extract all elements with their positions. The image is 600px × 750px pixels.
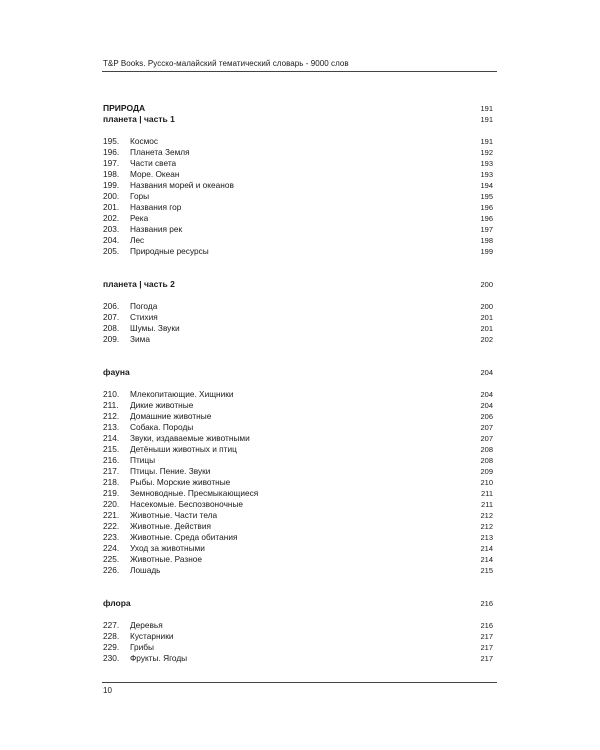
entry-number: 195.	[103, 136, 120, 146]
toc-entry[interactable]	[103, 136, 493, 147]
entry-page-number: 196	[480, 203, 493, 212]
entry-number: 211.	[103, 400, 119, 410]
entry-page-number: 217	[480, 654, 493, 663]
toc-entry[interactable]	[103, 477, 493, 488]
toc-entry[interactable]	[103, 301, 493, 312]
toc-entry[interactable]	[103, 642, 493, 653]
entry-number: 229.	[103, 642, 120, 652]
footer-divider	[102, 682, 497, 683]
entry-number: 213.	[103, 422, 120, 432]
entry-title: Части света	[130, 158, 177, 168]
entry-number: 226.	[103, 565, 120, 575]
entry-number: 227.	[103, 620, 120, 630]
entry-page-number: 209	[480, 467, 493, 476]
entry-page-number: 193	[480, 170, 493, 179]
entry-number: 204.	[103, 235, 120, 245]
entry-page-number: 211	[481, 489, 493, 498]
toc-entry[interactable]	[103, 389, 493, 400]
entry-page-number: 202	[480, 335, 493, 344]
section-page-number: 200	[480, 280, 493, 289]
entry-title: Названия гор	[130, 202, 182, 212]
toc-section-heading[interactable]	[103, 367, 493, 378]
entry-number: 209.	[103, 334, 120, 344]
section-page-number: 204	[480, 368, 493, 377]
entry-title: Кустарники	[130, 631, 174, 641]
entry-title: Животные. Действия	[130, 521, 211, 531]
entry-number: 197.	[103, 158, 120, 168]
header-divider	[102, 71, 497, 72]
entry-title: Животные. Разное	[130, 554, 203, 564]
entry-title: Земноводные. Пресмыкающиеся	[130, 488, 259, 498]
entry-number: 218.	[103, 477, 120, 487]
entry-page-number: 193	[480, 159, 493, 168]
toc-entry[interactable]	[103, 433, 493, 444]
section-spacer	[103, 378, 493, 389]
toc-entry[interactable]	[103, 334, 493, 345]
block-spacer	[103, 576, 493, 598]
entry-page-number: 216	[480, 621, 493, 630]
entry-title: Планета Земля	[130, 147, 190, 157]
entry-page-number: 215	[480, 566, 493, 575]
toc-entry[interactable]	[103, 466, 493, 477]
entry-title: Лес	[130, 235, 145, 245]
entry-number: 219.	[103, 488, 120, 498]
entry-title: Млекопитающие. Хищники	[130, 389, 234, 399]
section-spacer	[103, 609, 493, 620]
toc-section-heading[interactable]	[103, 598, 493, 609]
toc-entry[interactable]	[103, 411, 493, 422]
entry-title: Горы	[130, 191, 150, 201]
entry-title: Море. Океан	[130, 169, 180, 179]
toc-section-heading[interactable]	[103, 114, 493, 125]
entry-page-number: 208	[480, 445, 493, 454]
toc-entry[interactable]	[103, 620, 493, 631]
entry-title: Шумы. Звуки	[130, 323, 180, 333]
toc-entry[interactable]	[103, 499, 493, 510]
section-title: флора	[103, 598, 131, 608]
section-page-number: 216	[480, 599, 493, 608]
toc-entry[interactable]	[103, 312, 493, 323]
entry-title: Звуки, издаваемые животными	[130, 433, 250, 443]
entry-number: 222.	[103, 521, 120, 531]
entry-number: 201.	[103, 202, 120, 212]
entry-number: 200.	[103, 191, 120, 201]
entry-page-number: 195	[480, 192, 493, 201]
toc-entry[interactable]	[103, 246, 493, 257]
toc-entry[interactable]	[103, 180, 493, 191]
entry-number: 210.	[103, 389, 120, 399]
entry-page-number: 204	[480, 390, 493, 399]
page-number: 10	[103, 686, 112, 695]
entry-page-number: 197	[480, 225, 493, 234]
section-title: планета | часть 2	[103, 279, 175, 289]
entry-title: Космос	[130, 136, 159, 146]
entry-title: Грибы	[130, 642, 154, 652]
toc-entry[interactable]	[103, 653, 493, 664]
toc-entry[interactable]	[103, 169, 493, 180]
entry-page-number: 217	[480, 632, 493, 641]
entry-page-number: 191	[480, 137, 493, 146]
toc-entry[interactable]	[103, 323, 493, 334]
entry-title: Зима	[130, 334, 150, 344]
entry-page-number: 214	[480, 544, 493, 553]
entry-title: Река	[130, 213, 149, 223]
entry-number: 225.	[103, 554, 120, 564]
entry-title: Птицы. Пение. Звуки	[130, 466, 211, 476]
entry-page-number: 201	[480, 313, 493, 322]
section-page-number: 191	[480, 115, 493, 124]
entry-title: Собака. Породы	[130, 422, 194, 432]
entry-page-number: 210	[480, 478, 493, 487]
entry-number: 214.	[103, 433, 120, 443]
entry-page-number: 207	[480, 423, 493, 432]
entry-number: 207.	[103, 312, 120, 322]
entry-page-number: 199	[480, 247, 493, 256]
section-title: фауна	[103, 367, 130, 377]
block-spacer	[103, 257, 493, 279]
entry-number: 216.	[103, 455, 120, 465]
toc-entry[interactable]	[103, 191, 493, 202]
toc-entry[interactable]	[103, 455, 493, 466]
toc-entry[interactable]	[103, 444, 493, 455]
entry-page-number: 211	[481, 500, 493, 509]
toc-entry[interactable]	[103, 565, 493, 576]
entry-page-number: 212	[480, 511, 493, 520]
toc-entry[interactable]	[103, 532, 493, 543]
entry-page-number: 207	[480, 434, 493, 443]
block-spacer	[103, 345, 493, 367]
entry-title: Животные. Части тела	[130, 510, 218, 520]
entry-page-number: 208	[480, 456, 493, 465]
toc-entry[interactable]	[103, 400, 493, 411]
entry-number: 196.	[103, 147, 120, 157]
entry-title: Рыбы. Морские животные	[130, 477, 231, 487]
entry-number: 221.	[103, 510, 120, 520]
entry-number: 220.	[103, 499, 120, 509]
entry-page-number: 206	[480, 412, 493, 421]
toc-entry[interactable]	[103, 521, 493, 532]
entry-page-number: 213	[480, 533, 493, 542]
section-title: ПРИРОДА	[103, 103, 146, 113]
entry-page-number: 198	[480, 236, 493, 245]
section-spacer	[103, 125, 493, 136]
toc-entry[interactable]	[103, 510, 493, 521]
toc-entry[interactable]	[103, 543, 493, 554]
toc-entry[interactable]	[103, 147, 493, 158]
entry-number: 212.	[103, 411, 120, 421]
entry-number: 198.	[103, 169, 120, 179]
entry-number: 205.	[103, 246, 120, 256]
toc-section-heading[interactable]	[103, 279, 493, 290]
entry-title: Названия морей и океанов	[130, 180, 234, 190]
entry-page-number: 192	[480, 148, 493, 157]
entry-title: Птицы	[130, 455, 156, 465]
entry-number: 224.	[103, 543, 120, 553]
entry-title: Уход за животными	[130, 543, 205, 553]
entry-number: 217.	[103, 466, 120, 476]
entry-title: Детёныши животных и птиц	[130, 444, 237, 454]
entry-number: 202.	[103, 213, 120, 223]
table-of-contents	[103, 103, 493, 664]
running-header: T&P Books. Русско-малайский тематический словарь - 9000 слов	[103, 59, 349, 68]
entry-number: 215.	[103, 444, 120, 454]
toc-entry[interactable]	[103, 488, 493, 499]
toc-entry[interactable]	[103, 158, 493, 169]
entry-number: 223.	[103, 532, 120, 542]
entry-title: Насекомые. Беспозвоночные	[130, 499, 244, 509]
section-page-number: 191	[480, 104, 493, 113]
entry-number: 230.	[103, 653, 120, 663]
section-spacer	[103, 290, 493, 301]
entry-page-number: 212	[480, 522, 493, 531]
entry-title: Погода	[130, 301, 158, 311]
entry-page-number: 204	[480, 401, 493, 410]
entry-page-number: 196	[480, 214, 493, 223]
entry-number: 208.	[103, 323, 120, 333]
entry-page-number: 200	[480, 302, 493, 311]
entry-title: Названия рек	[130, 224, 183, 234]
entry-page-number: 194	[480, 181, 493, 190]
entry-title: Домашние животные	[130, 411, 212, 421]
toc-entry[interactable]	[103, 202, 493, 213]
section-title: планета | часть 1	[103, 114, 175, 124]
toc-entry[interactable]	[103, 213, 493, 224]
toc-section-heading[interactable]	[103, 103, 493, 114]
entry-number: 203.	[103, 224, 120, 234]
entry-title: Фрукты. Ягоды	[130, 653, 188, 663]
toc-entry[interactable]	[103, 554, 493, 565]
entry-title: Стихия	[130, 312, 158, 322]
entry-page-number: 201	[480, 324, 493, 333]
entry-title: Природные ресурсы	[130, 246, 209, 256]
entry-title: Лошадь	[130, 565, 161, 575]
entry-title: Животные. Среда обитания	[130, 532, 238, 542]
entry-title: Дикие животные	[130, 400, 194, 410]
toc-entry[interactable]	[103, 224, 493, 235]
entry-page-number: 214	[480, 555, 493, 564]
entry-title: Деревья	[130, 620, 163, 630]
entry-page-number: 217	[480, 643, 493, 652]
entry-number: 199.	[103, 180, 120, 190]
toc-entry[interactable]	[103, 631, 493, 642]
toc-entry[interactable]	[103, 235, 493, 246]
entry-number: 206.	[103, 301, 120, 311]
entry-number: 228.	[103, 631, 120, 641]
toc-entry[interactable]	[103, 422, 493, 433]
